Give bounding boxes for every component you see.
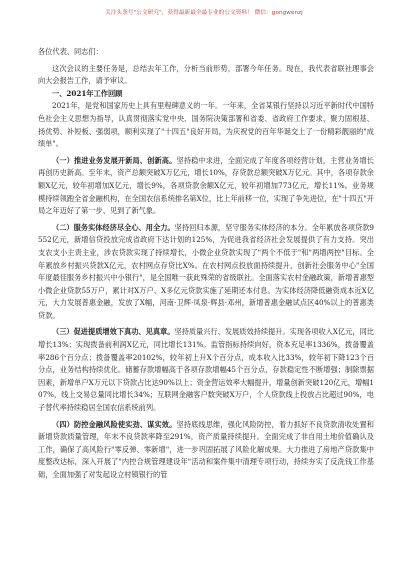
item-2-body: 坚持回归本源，坚守服务实体经济的本分。全年累放各项贷款9552亿元，新增信贷投放完成省政府下达计划的125%，为促进我省经济社会发展提供了有力支持。突出支农支小主责主业，涉农贷款实现了持续增长，小微企业贷款实现了"两个不低于"和"两增两控"目标。全年累放乡村振兴贷款X亿元，农村网点存贷比X%。在农村网点投放面持续提升，创新社会服务中心"全国年度最佳服务乡村振兴中小银行"，是全国唯一获此殊荣的省级联社。全面落实农村金融政策，新增普惠型小微企业贷款55万户，累计对X万户、X多亿元贷款实施了延期还本付息。为实体经济降低融资成本近X亿元，大力发展普惠金融，发放了X幅，河南·卫辉·凤泉·辉县·邓州，新增普惠金融试点区40%以上的普惠类贷款。 xyxy=(38,222,374,320)
item-4-paragraph xyxy=(38,419,374,482)
greeting: 各位代表、同志们： xyxy=(38,47,103,56)
item-4-body: 坚持底线思维，强化风险防控，着力抓好不良贷款清收处置和新增贷款质量管理，年末不良贷款率降至291%，资产质量持续提升。全面完成了非自用土地价值确认及工作，确保了高风险行"零反弹、零新增"，进一步巩固拓展了风险化解成果。大力推进了房地产贷款集中度整改达标，深入开展了"内控合规管理建设年"活动和案件集中清理专项行动，持续夯实了反洗钱工作基础，全面加强了对发起设立村镇银行的管 xyxy=(38,419,374,479)
item-2-paragraph xyxy=(38,222,374,323)
item-3-title: （三）促进提质增效下真功、见真章。 xyxy=(52,327,175,337)
overview-paragraph: 2021年，是党和国家历史上具有里程碑意义的一年。一年来，全省某银行坚持以习近平新时代中国特色社会主义思想为指导，认真贯彻落实党中央、国务院决策部署和省委、省政府工作要求，聚力固根基、扬优势、补短板、强弱项，顺利实现了"十四五"良好开局，为庆祝党的百年华诞交上了一份精彩靓丽的"成绩单"。 xyxy=(38,101,374,149)
section-heading: 一、2021年工作回顾 xyxy=(52,88,123,98)
item-1-paragraph xyxy=(38,155,374,218)
header-banner: 关注头条号"公文研究"，获得最新最全最专业的公文资料！ 微信：gongwenzj xyxy=(105,10,303,16)
intro-paragraph: 这次会议的主要任务是，总结去年工作，分析当前形势，部署今年任务。现在，我代表省联社理事会向大会报告工作，请予审议。 xyxy=(38,63,374,86)
item-2-title: （二）服务实体经济尽全心、用全力。 xyxy=(52,222,175,232)
item-1-title: （一）推进业务发展开新局、创新高。 xyxy=(52,155,177,165)
item-3-body: 坚持质量兴行、发展质效持续提升。实现各项收入X亿元，同比增长13%；实现拨备前利润X亿元，同比增长131%。监管指标持续向好，资本充足率1336%，拨备覆盖率286个百分点；拨备覆盖率20102%，较年初上升X个百分点，成本收入比33%，较年初下降123个百分点，业务结构持续优化。储蓄存款增幅高于各项存款增幅45个百分点，存款稳定性不断增强；制除票据因素，新增单户X万元以下贷款占比达90%以上；资金营运效率大幅提升，增量创新突破120亿元，增幅107%，线上交易总量同比增长34%；互联网金融客户数突破X万户，个人贷款线上投放占比超过90%，电子替代率持续稳居全国农信系统前列。 xyxy=(38,327,374,413)
item-3-paragraph xyxy=(38,326,374,414)
item-4-title: （四）防控金融风险使实劲、谋实效。 xyxy=(52,419,177,429)
item-1-body: 坚持稳中求进，全面完成了年度各项经营计划，主营业务增长再创历史新高。至年末，资产总额突破X万亿元，增长10%，存贷款总额突破X万亿元。其中，各项存款余额X亿元，较年初增加X亿元，增长9%，各项贷款余额X亿元，较年初增加773亿元，增长11%。业务规模持续领跑全省金融机构，在全国农信系统排名第X位，比上年前移一位，实现了争先进位，在"十四五"开局之年迈好了第一步、见到了新气象。 xyxy=(38,155,374,216)
document-body xyxy=(38,46,374,482)
